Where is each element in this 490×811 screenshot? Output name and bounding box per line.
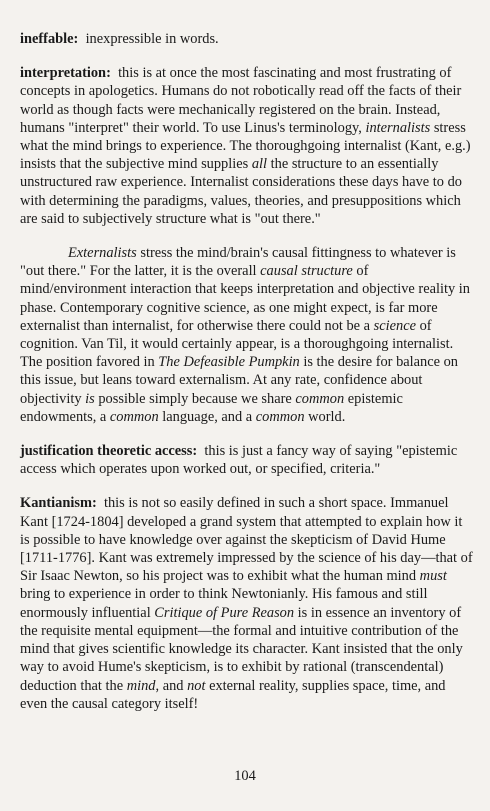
kantianism-italic-mind: mind <box>126 677 156 694</box>
p2-text-1: stress the mind/brain's causal fittingness to whatever is "out there." For the latter, it is the overall <box>20 245 456 280</box>
p2-text-8: world. <box>304 408 346 425</box>
document-page <box>20 30 475 729</box>
interpretation-text-3: the structure to an essentially unstructured raw experience. Internalist considerations these days have to do with determining the paradigms, values, theories, and presuppositions which are said to subjectively structure what is "out there." <box>20 156 462 227</box>
kantianism-text-4: , and <box>155 677 188 694</box>
kantianism-text-1: this is not so easily defined in such a short space. Immanuel Kant [1724-1804] developed a grand system that attempted to explain how it is possible to have knowledge over against the skepticism of David Hume [1711-1776]. Kant was extremely impressed by the science of his day—that of Sir Isaac Newton, so his project was to exhibit what the human mind <box>20 495 473 585</box>
definition-justification: this is just a fancy way of saying "epistemic access which operates upon worked out, or specified, criteria." <box>20 443 458 478</box>
entry-interpretation <box>20 64 475 228</box>
p2-italic-causal-structure: causal structure <box>260 263 353 280</box>
term-justification: justification theoretic access: <box>20 443 198 460</box>
kantianism-italic-must: must <box>419 568 447 585</box>
term-kantianism: Kantianism: <box>20 495 97 512</box>
interpretation-paragraph-2 <box>20 244 475 426</box>
p2-text-7: language, and a <box>158 408 256 425</box>
p2-text-3: of cognition. Van Til, it would certainly appear, is a thoroughgoing internalist. The position favored in <box>20 317 454 371</box>
p2-italic-book-title: The Defeasible Pumpkin <box>158 354 300 371</box>
term-interpretation: interpretation: <box>20 65 111 82</box>
entry-ineffable <box>20 30 475 48</box>
entry-kantianism <box>20 494 475 712</box>
p2-text-4: is the desire for balance on this issue, but leans toward externalism. At any rate, confidence about objectivity <box>20 354 458 407</box>
page-number: 104 <box>234 768 256 784</box>
p2-italic-common-1: common <box>295 390 345 407</box>
p2-italic-common-3: common <box>255 408 305 425</box>
kantianism-text-5: external reality, supplies space, time, and even the causal category itself! <box>20 677 446 712</box>
p2-italic-common-2: common <box>109 408 159 425</box>
interpretation-text-2: stress what the mind brings to experience. The thoroughgoing internalist (Kant, e.g.) insists that the subjective mind supplies <box>20 119 471 173</box>
kantianism-text-3: is in essence an inventory of the requisite mental equipment—the formal and intuitive contribution of the mind that gives scientific knowledge its character. Kant insisted that the only way to avoid Hume's skepticism, is to exhibit by rational (transcendental) deduction that the <box>20 604 463 694</box>
p2-text-6: epistemic endowments, a <box>20 390 403 425</box>
p2-italic-is: is <box>85 390 95 407</box>
interpretation-italic-externalists: Externalists <box>68 245 137 262</box>
interpretation-italic-all: all <box>251 156 268 173</box>
p2-italic-science: science <box>373 317 416 334</box>
entry-justification <box>20 442 475 478</box>
interpretation-text-1: this is at once the most fascinating and most frustrating of concepts in apologetics. Humans do not robotically read off the facts of their world as though facts were mechanically registered on the brain. Instead, humans "interpret" their world. To use Linus's terminology, <box>20 65 462 136</box>
kantianism-text-2: bring to experience in order to think Newtonianly. His famous and still enormously influential <box>20 586 428 621</box>
definition-ineffable: inexpressible in words. <box>85 31 219 47</box>
p2-text-5: possible simply because we share <box>94 390 296 407</box>
p2-text-2: of mind/environment interaction that keeps interpretation and objective reality in phase. Contemporary cognitive science, as one might expect, is far more externalist than internalist, for otherwise there could not be a <box>20 263 470 334</box>
term-ineffable: ineffable: <box>20 31 79 47</box>
interpretation-italic-internalists: internalists <box>365 119 431 136</box>
kantianism-italic-critique: Critique of Pure Reason <box>154 604 295 621</box>
kantianism-italic-not: not <box>187 677 206 694</box>
